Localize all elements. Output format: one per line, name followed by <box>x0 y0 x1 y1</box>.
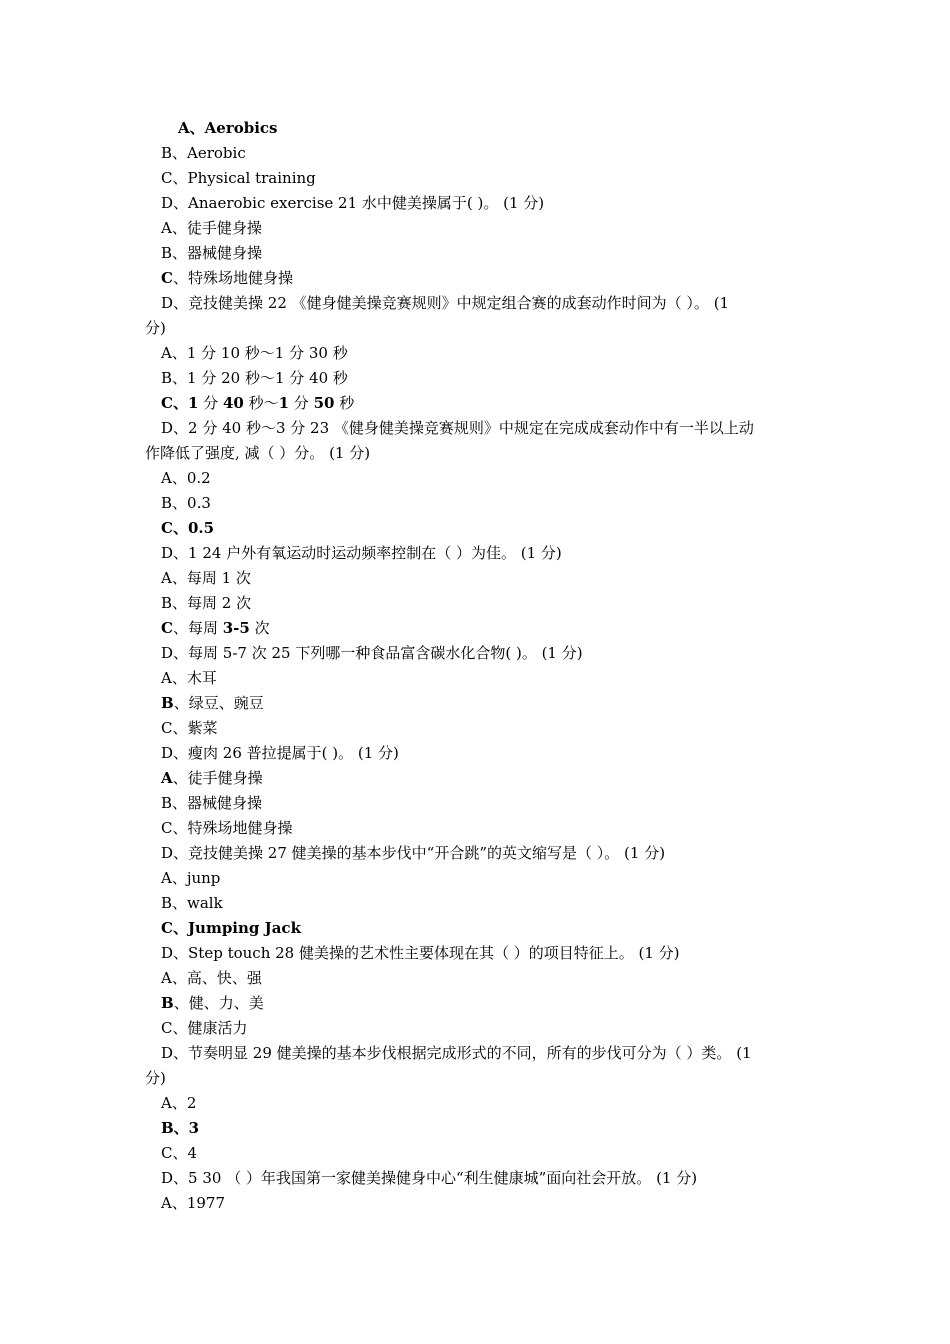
answer-letter: B <box>161 694 174 712</box>
question-line: D、每周 5-7 次 25 下列哪一种食品富含碳水化合物( )。 (1 分) <box>161 644 583 662</box>
question-line: D、节奏明显 29 健美操的基本步伐根据完成形式的不同，所有的步伐可分为（ ）类。 (1 <box>161 1044 752 1062</box>
option-line: B、Aerobic <box>161 144 246 162</box>
answer-text: 、特殊场地健身操 <box>172 269 293 287</box>
option-line: B、1 分 20 秒～1 分 40 秒 <box>161 369 348 387</box>
answer-line <box>161 691 264 716</box>
answer-text: 、健、力、美 <box>173 994 264 1012</box>
question-line: D、竞技健美操 22 《健身健美操竞赛规则》中规定组合赛的成套动作时间为（ ）。 (1 <box>161 294 730 312</box>
option-line: B、walk <box>161 894 223 912</box>
answer-line <box>161 991 264 1016</box>
answer-line: C、0.5 <box>161 519 215 537</box>
option-line: C、4 <box>161 1144 198 1162</box>
option-line: A、0.2 <box>161 469 211 487</box>
answer-part: 40 <box>222 394 244 412</box>
option-line: A、每周 1 次 <box>161 569 251 587</box>
question-line: D、5 30 （ ）年我国第一家健美操健身中心“利生健康城”面向社会开放。 (1 分) <box>161 1169 698 1187</box>
option-line: B、0.3 <box>161 494 211 512</box>
answer-part: 、每周 <box>172 619 223 637</box>
answer-line: B、3 <box>161 1119 200 1137</box>
answer-text: 、徒手健身操 <box>172 769 263 787</box>
answer-line <box>161 616 270 641</box>
option-line: C、Physical training <box>161 169 316 187</box>
answer-part: 分 <box>198 394 223 412</box>
question-line: D、Anaerobic exercise 21 水中健美操属于( )。 (1 分) <box>161 194 545 212</box>
question-line: D、竞技健美操 27 健美操的基本步伐中“开合跳”的英文缩写是（ ）。 (1 分) <box>161 844 666 862</box>
answer-line <box>161 266 293 291</box>
answer-letter: A <box>161 769 173 787</box>
question-line-continuation: 分) <box>145 319 166 337</box>
option-line: A、junp <box>161 869 221 887</box>
question-line-continuation: 作降低了强度, 减（ ）分。 (1 分) <box>145 444 371 462</box>
answer-part: 1 <box>187 394 199 412</box>
answer-part: 秒 <box>334 394 355 412</box>
option-line: B、每周 2 次 <box>161 594 252 612</box>
answer-letter: C <box>161 269 173 287</box>
answer-part: 分 <box>289 394 314 412</box>
option-line: A、徒手健身操 <box>161 219 262 237</box>
option-line: A、高、快、强 <box>161 969 262 987</box>
answer-part: 1 <box>278 394 290 412</box>
answer-part: 50 <box>313 394 335 412</box>
question-line: D、瘦肉 26 普拉提属于( )。 (1 分) <box>161 744 399 762</box>
answer-letter: B <box>161 994 174 1012</box>
answer-part: C <box>161 619 173 637</box>
option-line: A、2 <box>161 1094 197 1112</box>
option-line: B、器械健身操 <box>161 244 263 262</box>
answer-line <box>161 766 263 791</box>
answer-part: 秒～ <box>243 394 279 412</box>
option-line: A、木耳 <box>161 669 217 687</box>
answer-line: C、Jumping Jack <box>161 919 301 937</box>
option-line: C、健康活力 <box>161 1019 248 1037</box>
answer-part: 3-5 <box>222 619 250 637</box>
answer-part: C、 <box>161 394 188 412</box>
option-line: C、紫菜 <box>161 719 218 737</box>
option-line: B、器械健身操 <box>161 794 263 812</box>
answer-line: A、Aerobics <box>178 119 278 137</box>
question-line: D、Step touch 28 健美操的艺术性主要体现在其（ ）的项目特征上。 (1 分) <box>161 944 680 962</box>
option-line: A、1 分 10 秒～1 分 30 秒 <box>161 344 348 362</box>
option-line: C、特殊场地健身操 <box>161 819 293 837</box>
question-line: D、2 分 40 秒～3 分 23 《健身健美操竞赛规则》中规定在完成成套动作中有一半以上动 <box>161 419 754 437</box>
answer-part: 次 <box>249 619 270 637</box>
answer-text: 、绿豆、豌豆 <box>173 694 264 712</box>
question-line: D、1 24 户外有氧运动时运动频率控制在（ ）为佳。 (1 分) <box>161 544 562 562</box>
answer-line <box>161 391 354 416</box>
question-line-continuation: 分) <box>145 1069 166 1087</box>
option-line: A、1977 <box>161 1194 226 1212</box>
